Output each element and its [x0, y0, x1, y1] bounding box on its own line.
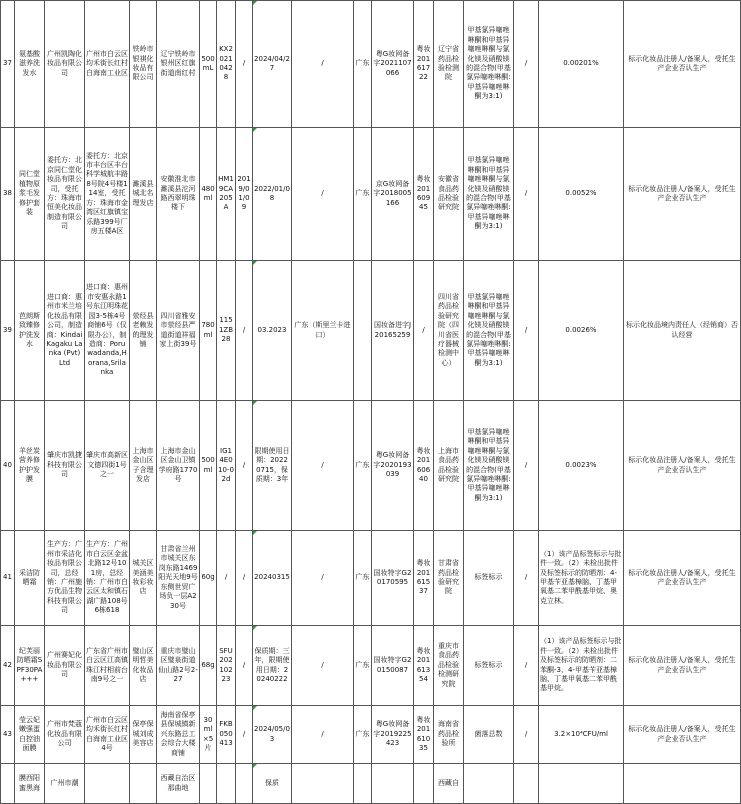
cell-product: 采洁防晒霜	[15, 531, 45, 626]
cell-spec: 30ml×5片	[200, 706, 217, 764]
cell-producer: 保亭保城刘成美容店	[130, 706, 157, 764]
cell-result: 0.00201%	[539, 1, 624, 128]
cell-product: 纪芙丽防晒霜SPF30PA+++	[15, 626, 45, 706]
cell-standard: /	[514, 626, 539, 706]
cell-standard: /	[514, 401, 539, 531]
cell-labeled-address: 委托方：北京市丰台区丰台科学城航丰路8号院4号楼114室，受托方：珠海市金湾区红旗镇宝乐路399号厂房五楼A区	[85, 128, 130, 261]
cell-expiry-date: 2022/01/08	[253, 128, 292, 261]
cell-region	[354, 764, 372, 804]
cell-license: 粤G妆网备字2020193039	[372, 401, 414, 531]
cell-spec: 780ml	[200, 261, 217, 401]
table-row	[1, 764, 741, 804]
cell-agency: 四川省药品检验研究院（四川省医疗器械检测中心）	[434, 261, 464, 401]
cell-region	[354, 261, 372, 401]
cell-reg-no: 粤妆20160640	[414, 401, 434, 531]
cell-no: 42	[1, 626, 15, 706]
cell-reg-no: /	[414, 261, 434, 401]
cell-origin: 广东（斯里兰卡进口）	[292, 261, 354, 401]
cell-producer: 上海市金山区子含理发店	[130, 401, 157, 531]
cell-standard: /	[514, 1, 539, 128]
cell-labeled-address: 进口商：惠州市安惠永路1号东江明珠花园3-5栋4号商铺6号（仅限办公），制造商：Poruwadanda,Horana,Srilanka	[85, 261, 130, 401]
cell-labeled-address	[85, 764, 130, 804]
cell-origin: /	[292, 401, 354, 531]
table-row	[1, 128, 741, 261]
cell-result	[539, 764, 624, 804]
cell-origin: /	[292, 1, 354, 128]
cell-item: 标签标示	[464, 626, 514, 706]
cell-no: 37	[1, 1, 15, 128]
cell-production-date: /	[236, 706, 253, 764]
table-row	[1, 531, 741, 626]
cell-producer: 璧山区明哲美化妆品店	[130, 626, 157, 706]
cell-product: 羊丝炭营养修护护发膜	[15, 401, 45, 531]
cell-producer-address: 辽宁铁岭市银州区红旗街道南红村	[157, 1, 200, 128]
cell-region: 广东	[354, 706, 372, 764]
cell-labeled-address: 生产方：广州市白云区金盆北路12号101房，总经销：广州市白云区太和镇石湖广路108号6栋618	[85, 531, 130, 626]
cell-license: 粤G妆网备字2021107066	[372, 1, 414, 128]
cell-license: 国妆特字G20150087	[372, 626, 414, 706]
cell-labeled-company: 肇庆市凯捷科技有限公司	[45, 401, 85, 531]
cell-labeled-company: 委托方：北京同仁堂化妆品有限公司，受托方：珠海市恒美化妆品制造有限公司	[45, 128, 85, 261]
cell-region: 广东	[354, 531, 372, 626]
cell-spec: 60g	[200, 531, 217, 626]
cell-spec	[200, 764, 217, 804]
cell-agency: 海南省药品检验所	[434, 706, 464, 764]
cell-batch: /	[217, 531, 236, 626]
cell-producer-address: 安徽淮北市濉溪县沱河路西翠明珠楼下	[157, 128, 200, 261]
cell-producer	[130, 764, 157, 804]
cell-batch: KX20210428	[217, 1, 236, 128]
cell-reason: 标示化妆品注册人/备案人，受托生产企业否认生产	[624, 626, 741, 706]
cell-reason: 标示化妆品注册人/备案人，受托生产企业否认生产	[624, 128, 741, 261]
cell-no: 41	[1, 531, 15, 626]
cell-product: 氨基酸滋养洗发水	[15, 1, 45, 128]
cell-standard: /	[514, 261, 539, 401]
cell-reg-no: 粤妆20161354	[414, 626, 434, 706]
cell-item: 甲基氯异噻唑啉酮和甲基异噻唑啉酮与氯化镁及硝酸镁的混合物(甲基氯异噻唑啉酮:甲基异噻唑啉酮为3:1)	[464, 261, 514, 401]
cell-production-date: /	[236, 626, 253, 706]
cell-labeled-address: 广东省广州市白云区江高镇珠江村相前台南9号之一	[85, 626, 130, 706]
cell-reg-no	[414, 764, 434, 804]
cell-production-date: 2019/01/09	[236, 128, 253, 261]
cell-license: 京G妆网备字2018005166	[372, 128, 414, 261]
table-row	[1, 401, 741, 531]
cell-expiry-date: 保质	[253, 764, 292, 804]
cell-license: 粤G妆网备字2019225423	[372, 706, 414, 764]
cell-producer-address: 西藏自治区那曲地	[157, 764, 200, 804]
cell-reg-no: 粤妆20160945	[414, 128, 434, 261]
cell-license: 国妆备进字J20165259	[372, 261, 414, 401]
cell-item: 甲基氯异噻唑啉酮和甲基异噻唑啉酮与氯化镁及硝酸镁的混合物(甲基氯异噻唑啉酮:甲基异噻唑啉酮为3:1)	[464, 1, 514, 128]
cell-origin: /	[292, 531, 354, 626]
cell-production-date: /	[236, 401, 253, 531]
cell-region: 广东	[354, 401, 372, 531]
cell-item: 标签标示	[464, 531, 514, 626]
cell-expiry-date: 2024/04/27	[253, 1, 292, 128]
cell-producer: 铁岭市银祺化妆品有限公司	[130, 1, 157, 128]
table-row	[1, 626, 741, 706]
cell-origin: /	[292, 128, 354, 261]
cell-reason: 标示化妆品注册人/备案人，受托生产企业否认生产	[624, 401, 741, 531]
cell-batch: IG14E010-02d	[217, 401, 236, 531]
cell-expiry-date: 保质期：三年，限期使用日期：20240222	[253, 626, 292, 706]
cell-producer: 荥经县老赖发的理发铺	[130, 261, 157, 401]
cell-result: （1）该产品标签标示与批件一致。（2）未检出批件及标签标示的防晒剂：二苯酮-3、4-甲基苄亚基樟脑、丁基甲氧基二苯甲酰基甲烷。	[539, 626, 624, 706]
cell-producer: 城关区美涵美妆彩妆店	[130, 531, 157, 626]
cell-item	[464, 764, 514, 804]
cell-reg-no: 粤妆20161722	[414, 1, 434, 128]
table-row	[1, 1, 741, 128]
cell-standard: /	[514, 706, 539, 764]
cell-production-date	[236, 764, 253, 804]
cell-region: 广东	[354, 626, 372, 706]
cell-result: 0.0052%	[539, 128, 624, 261]
cell-producer-address: 四川省雅安市荥经县严道街道祥福家上街39号	[157, 261, 200, 401]
cell-origin	[292, 764, 354, 804]
cell-labeled-company: 广州凯陶化妆品有限公司	[45, 1, 85, 128]
cell-batch: SFU202102 23	[217, 626, 236, 706]
cell-reason: 标示化妆品注册人/备案人，受托生产企业否认生产	[624, 1, 741, 128]
cell-result: 0.0023%	[539, 401, 624, 531]
cell-origin: /	[292, 626, 354, 706]
cell-batch: FKB050413	[217, 706, 236, 764]
cell-production-date: /	[236, 531, 253, 626]
cell-reason: 标示化妆品注册人/备案人，受托生产企业否认生产	[624, 706, 741, 764]
cell-labeled-company: 广州市梵蔻化妆品有限公司	[45, 706, 85, 764]
cell-expiry-date: 2024/05/03	[253, 706, 292, 764]
cell-reason: 标示化妆品注册人/备案人，受托生产企业否认生产	[624, 531, 741, 626]
cell-reason	[624, 764, 741, 804]
cell-standard: /	[514, 531, 539, 626]
cell-standard	[514, 764, 539, 804]
cell-expiry-date: 限期使用日期：20220715，保质期：3年	[253, 401, 292, 531]
cell-production-date: /	[236, 261, 253, 401]
cell-labeled-company: 广州赛妃化妆品有限公司	[45, 626, 85, 706]
cell-result: 0.0026%	[539, 261, 624, 401]
cell-expiry-date: 20240315	[253, 531, 292, 626]
cell-labeled-company: 进口商：惠州市米兰培化妆品有限公司，制造商：Kindai Kagaku Lanka (Pvt) Ltd	[45, 261, 85, 401]
cell-region: 广东	[354, 128, 372, 261]
cell-labeled-address: 广州市白云区均禾街长红村白海南工业区4号	[85, 706, 130, 764]
cell-labeled-company: 广州市潮	[45, 764, 85, 804]
table-row	[1, 706, 741, 764]
cell-labeled-address: 广州市白云区均禾街长红村白海南工业区	[85, 1, 130, 128]
cell-agency: 辽宁省药品检验检测院	[434, 1, 464, 128]
cell-agency: 甘肃省药品检验研究院	[434, 531, 464, 626]
cell-no: 38	[1, 128, 15, 261]
cell-product: 芭朗斯致臻修护洗发水	[15, 261, 45, 401]
cell-labeled-address: 肇庆市高新区文德四街1号之一	[85, 401, 130, 531]
cell-spec: 480ml	[200, 128, 217, 261]
cell-item: 甲基氯异噻唑啉酮和甲基异噻唑啉酮与氯化镁及硝酸镁的混合物(甲基氯异噻唑啉酮:甲基异噻唑啉酮为3:1)	[464, 128, 514, 261]
cell-product: 莹云妃嫩强蛋白控油面膜	[15, 706, 45, 764]
cell-no	[1, 764, 15, 804]
cell-spec: 68g	[200, 626, 217, 706]
cell-reason: 标示化妆品境内责任人（经销商）否认经营	[624, 261, 741, 401]
cell-no: 43	[1, 706, 15, 764]
cell-product: 膜西阳蜜黑海	[15, 764, 45, 804]
cell-item: 甲基氯异噻唑啉酮和甲基异噻唑啉酮与氯化镁及硝酸镁的混合物(甲基氯异噻唑啉酮:甲基异噻唑啉酮为3:1)	[464, 401, 514, 531]
cell-producer-address: 上海市金山区金山卫镇学府路1770号	[157, 401, 200, 531]
cell-spec: 500mL	[200, 1, 217, 128]
cell-agency: 西藏自	[434, 764, 464, 804]
cell-no: 39	[1, 261, 15, 401]
cell-agency: 上海市食品药品检验研究院	[434, 401, 464, 531]
cell-product: 同仁堂植物原浆毛发修护套装	[15, 128, 45, 261]
cell-batch	[217, 764, 236, 804]
cell-expiry-date: 03.2023	[253, 261, 292, 401]
cell-item: 菌落总数	[464, 706, 514, 764]
cell-reg-no: 粤妆20161035	[414, 706, 434, 764]
cell-no: 40	[1, 401, 15, 531]
cell-batch: 1151ZB28	[217, 261, 236, 401]
cell-reg-no: 粤妆20161537	[414, 531, 434, 626]
cell-agency: 安徽省食品药品检验研究院	[434, 128, 464, 261]
cell-producer-address: 重庆市璧山区璧泉街道仙山路2号2-27	[157, 626, 200, 706]
cell-production-date: /	[236, 1, 253, 128]
cell-labeled-company: 生产方：广州市采洁化妆品有限公司，总经销：广州施方优品生物科技有限公司	[45, 531, 85, 626]
cell-standard: /	[514, 128, 539, 261]
cell-producer: 濉溪县城北名理发店	[130, 128, 157, 261]
cell-license: 国妆特字G20170595	[372, 531, 414, 626]
cell-license	[372, 764, 414, 804]
cell-agency: 重庆市食品药品检验检测研究院	[434, 626, 464, 706]
cell-batch: HM19CA205A	[217, 128, 236, 261]
cell-result: 3.2×10⁴CFU/ml	[539, 706, 624, 764]
cell-spec: 500ml	[200, 401, 217, 531]
cell-result: （1）该产品标签标示与批件一致。（2）未检出批件及标签标示的防晒剂：4-甲基苄亚基樟脑、丁基甲氧基二苯甲酰基甲烷、奥克立林。	[539, 531, 624, 626]
cell-region: 广东	[354, 1, 372, 128]
table-row	[1, 261, 741, 401]
cell-origin: /	[292, 706, 354, 764]
cell-producer-address: 甘肃省兰州市城关区东岗东路1469阳光天地9号东侧世贸广场负一层A230号	[157, 531, 200, 626]
cell-producer-address: 海南省保亭县保城镇新兴东路总工会综合大楼商铺	[157, 706, 200, 764]
